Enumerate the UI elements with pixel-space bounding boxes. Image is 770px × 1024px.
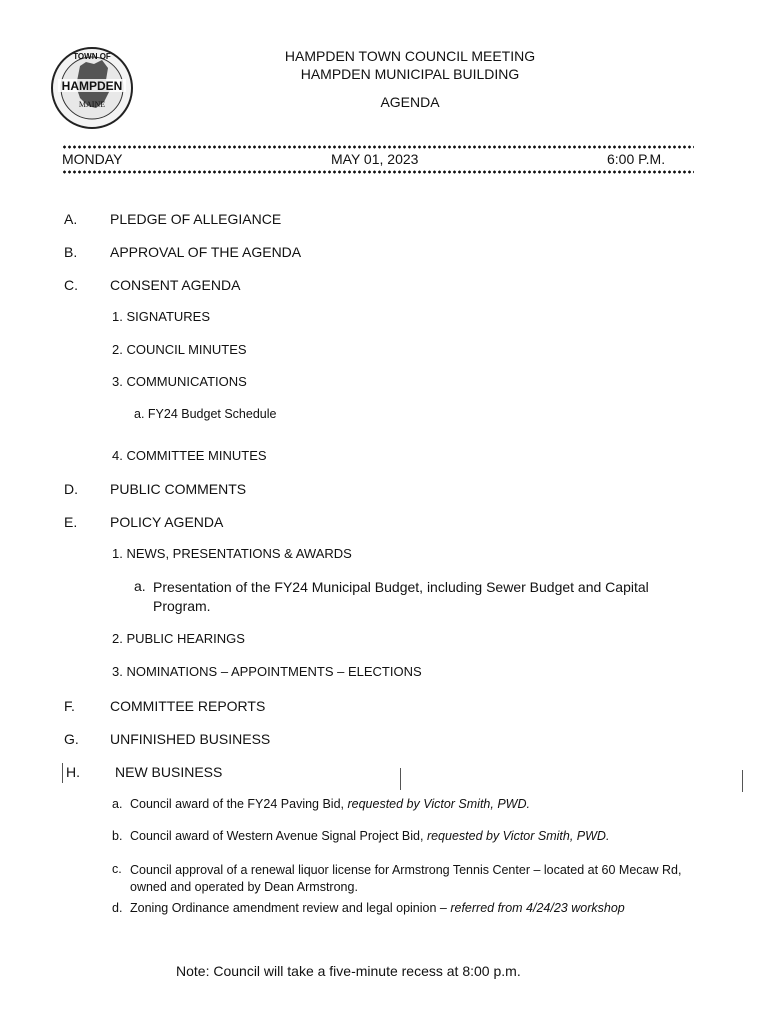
svg-text:HAMPDEN: HAMPDEN: [61, 79, 123, 93]
new-business-item-b-letter: b.: [112, 829, 123, 843]
news-sub-letter: a.: [134, 578, 146, 594]
section-g-letter: G.: [64, 731, 79, 747]
section-b-letter: B.: [64, 244, 78, 260]
svg-text:MAINE: MAINE: [78, 100, 106, 109]
section-h-title: NEW BUSINESS: [115, 764, 223, 780]
section-a-title: PLEDGE OF ALLEGIANCE: [110, 211, 282, 227]
section-h-letter: H.: [66, 764, 80, 780]
section-e-letter: E.: [64, 514, 78, 530]
new-business-item-c: Council approval of a renewal liquor license for Armstrong Tennis Center – located at 60 Mecaw Rd, owned and operated by Dean Armstrong.: [130, 863, 682, 894]
meeting-day: MONDAY: [62, 151, 123, 167]
svg-text:TOWN OF: TOWN OF: [73, 52, 111, 61]
agenda-heading: AGENDA: [380, 94, 440, 110]
section-g-title: UNFINISHED BUSINESS: [110, 731, 271, 747]
consent-item-signatures: 1. SIGNATURES: [112, 309, 211, 324]
building-name: HAMPDEN MUNICIPAL BUILDING: [300, 66, 520, 82]
communications-sub-item: a. FY24 Budget Schedule: [134, 407, 277, 421]
town-seal-logo: [50, 46, 134, 130]
margin-mark-right: [742, 770, 743, 792]
section-d-letter: D.: [64, 481, 78, 497]
section-e-title: POLICY AGENDA: [110, 514, 224, 530]
council-meeting-title: HAMPDEN TOWN COUNCIL MEETING: [284, 48, 536, 64]
meeting-date: MAY 01, 2023: [331, 151, 419, 167]
margin-mark-center: [400, 768, 401, 790]
new-business-item-a-letter: a.: [112, 797, 123, 811]
section-d-title: PUBLIC COMMENTS: [110, 481, 247, 497]
new-business-item-d-letter: d.: [112, 901, 123, 915]
policy-item-public-hearings: 2. PUBLIC HEARINGS: [112, 631, 245, 646]
section-b-title: APPROVAL OF THE AGENDA: [110, 244, 302, 260]
recess-note: Note: Council will take a five-minute recess at 8:00 p.m.: [176, 963, 521, 979]
margin-mark-left: [62, 763, 63, 783]
section-f-title: COMMITTEE REPORTS: [110, 698, 266, 714]
new-business-item-d: Zoning Ordinance amendment review and legal opinion – referred from 4/24/23 workshop: [130, 901, 625, 915]
new-business-item-a: Council award of the FY24 Paving Bid, requested by Victor Smith, PWD.: [130, 797, 530, 811]
meeting-time: 6:00 P.M.: [607, 151, 666, 167]
consent-item-communications: 3. COMMUNICATIONS: [112, 374, 247, 389]
news-sub-budget-presentation: Presentation of the FY24 Municipal Budget, including Sewer Budget and Capital Program.: [153, 579, 649, 614]
dotted-divider-bottom: [62, 170, 694, 174]
section-c-title: CONSENT AGENDA: [110, 277, 241, 293]
policy-item-nominations: 3. NOMINATIONS – APPOINTMENTS – ELECTIONS: [112, 664, 422, 679]
consent-item-council-minutes: 2. COUNCIL MINUTES: [112, 342, 247, 357]
policy-item-news: 1. NEWS, PRESENTATIONS & AWARDS: [112, 546, 352, 561]
new-business-item-b: Council award of Western Avenue Signal Project Bid, requested by Victor Smith, PWD.: [130, 829, 610, 843]
section-c-letter: C.: [64, 277, 78, 293]
new-business-item-c-letter: c.: [112, 862, 122, 876]
consent-item-committee-minutes: 4. COMMITTEE MINUTES: [112, 448, 267, 463]
section-a-letter: A.: [64, 211, 78, 227]
dotted-divider-top: [62, 145, 694, 149]
section-f-letter: F.: [64, 698, 75, 714]
